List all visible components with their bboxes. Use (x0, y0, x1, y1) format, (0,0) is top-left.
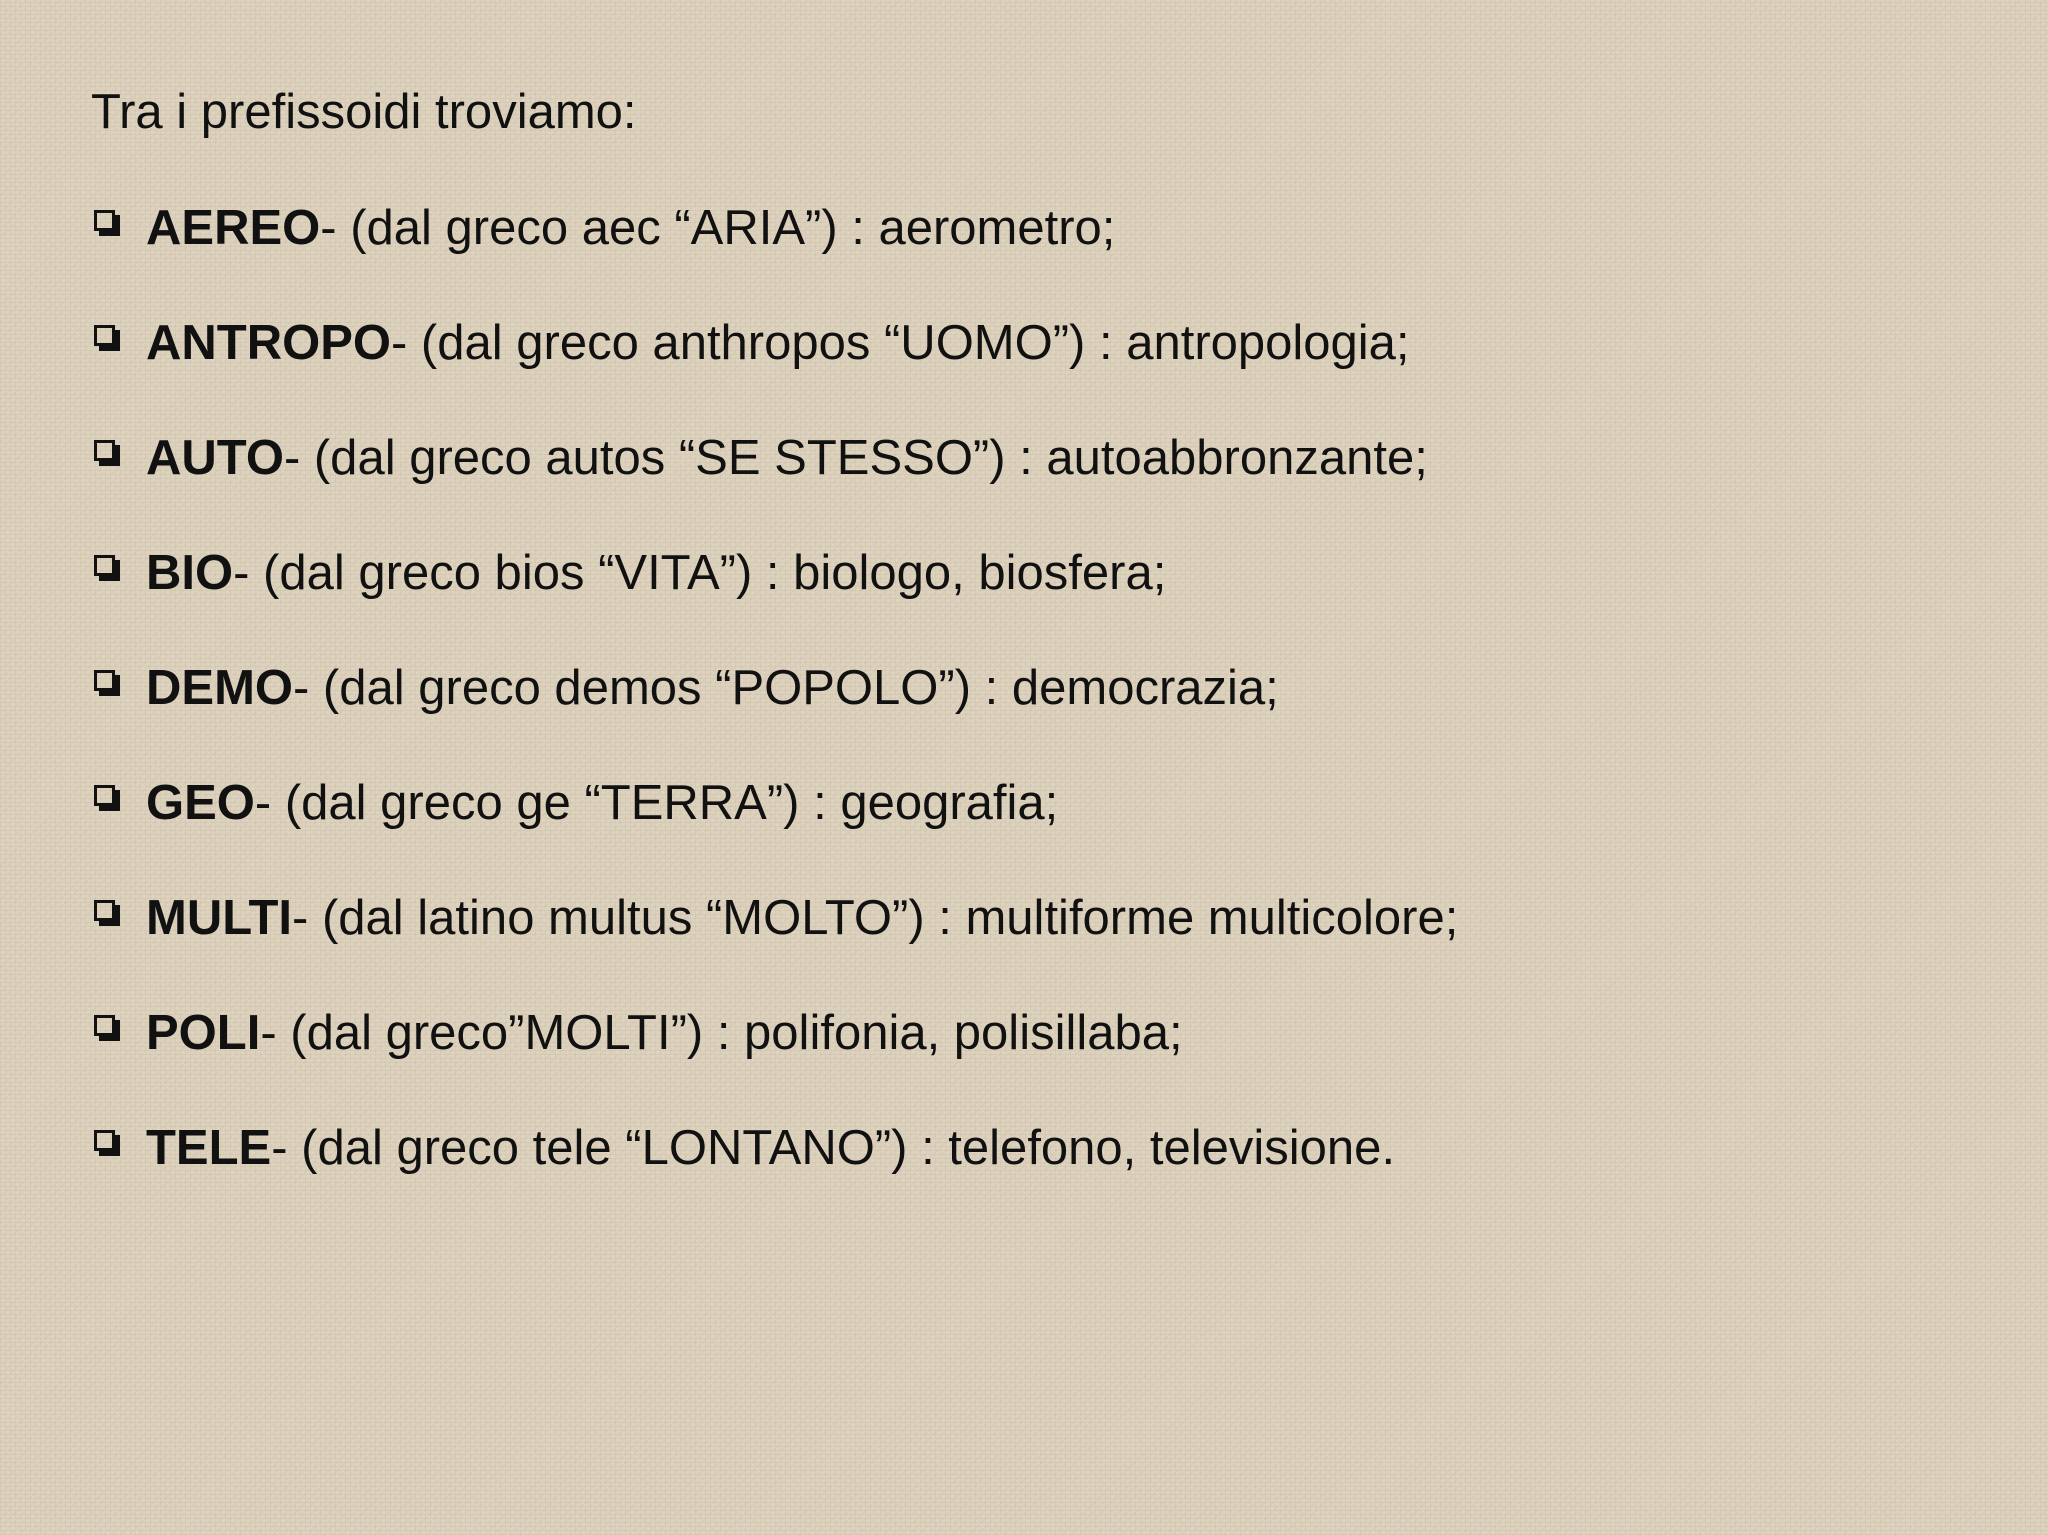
list-item (94, 1005, 1458, 1061)
list-item (94, 660, 1458, 716)
prefix-definition: - (dal greco bios “VITA”) : biologo, biosfera; (233, 546, 1167, 600)
checkbox-icon (94, 210, 120, 236)
checkbox-icon (94, 1015, 120, 1041)
checkbox-icon (94, 555, 120, 581)
prefix-definition: - (dal greco ge “TERRA”) : geografia; (254, 776, 1059, 830)
prefix-definition: - (dal greco demos “POPOLO”) : democrazia; (293, 661, 1279, 715)
list-item (94, 315, 1458, 371)
checkbox-icon (94, 785, 120, 811)
list-item (94, 430, 1458, 486)
prefix-definition: - (dal greco tele “LONTANO”) : telefono, televisione. (271, 1121, 1396, 1175)
prefix-term: BIO (146, 546, 234, 600)
prefix-term: TELE (146, 1121, 272, 1175)
prefix-term: AEREO (146, 201, 321, 255)
checkbox-icon (94, 1130, 120, 1156)
prefix-term: GEO (146, 776, 255, 830)
checkbox-icon (94, 670, 120, 696)
prefix-term: POLI (146, 1006, 261, 1060)
prefix-list (94, 200, 1458, 1235)
list-item (94, 775, 1458, 831)
checkbox-icon (94, 440, 120, 466)
list-item (94, 545, 1458, 601)
prefix-term: AUTO (146, 431, 284, 485)
checkbox-icon (94, 325, 120, 351)
intro-text: Tra i prefissoidi troviamo: (91, 85, 637, 139)
prefix-term: MULTI (146, 891, 293, 945)
list-item (94, 1120, 1458, 1176)
prefix-definition: - (dal latino multus “MOLTO”) : multiforme multicolore; (292, 891, 1459, 945)
checkbox-icon (94, 900, 120, 926)
prefix-term: ANTROPO (146, 316, 391, 370)
prefix-definition: - (dal greco anthropos “UOMO”) : antropologia; (391, 316, 1410, 370)
prefix-term: DEMO (146, 661, 293, 715)
prefix-definition: - (dal greco aec “ARIA”) : aerometro; (320, 201, 1116, 255)
list-item (94, 200, 1458, 256)
prefix-definition: - (dal greco autos “SE STESSO”) : autoabbronzante; (283, 431, 1428, 485)
list-item (94, 890, 1458, 946)
prefix-definition: - (dal greco”MOLTI”) : polifonia, polisillaba; (260, 1006, 1183, 1060)
